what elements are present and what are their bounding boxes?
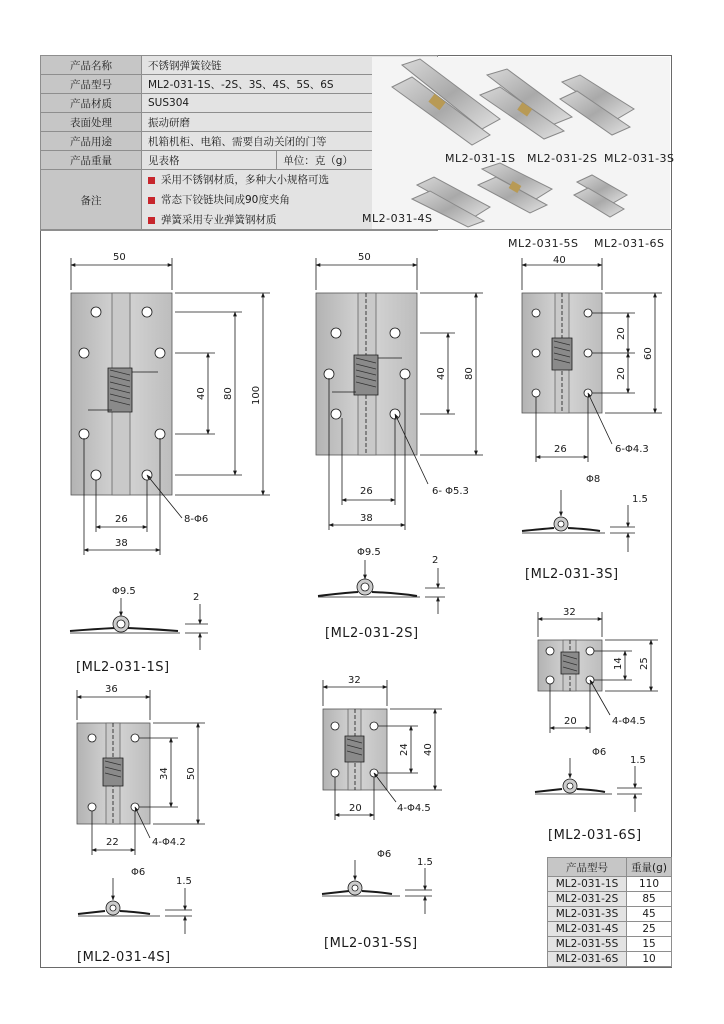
- dim-width: 40: [553, 255, 566, 266]
- spec-value: 不锈钢弹簧铰链: [142, 56, 438, 75]
- drawing-6s: [538, 612, 658, 733]
- side-view-1s: [70, 598, 208, 650]
- note-text: 采用不锈钢材质，多种大小规格可选: [161, 174, 329, 186]
- dim-holes: 6-Φ4.3: [615, 444, 649, 455]
- dim-h1: 24: [399, 743, 410, 756]
- weight-cell: 25: [627, 922, 672, 937]
- model-cell: ML2-031-3S: [548, 907, 627, 922]
- dim-h2: 40: [423, 743, 434, 756]
- dim-thick: 2: [432, 555, 439, 566]
- dim-holes: 4-Φ4.2: [152, 837, 186, 848]
- dim-h2: 25: [639, 657, 650, 670]
- side-view-4s: [78, 878, 192, 934]
- dim-thick: 1.5: [630, 755, 646, 766]
- dim-thick: 2: [193, 592, 200, 603]
- dim-width: 32: [563, 607, 576, 618]
- dim-h3: 100: [251, 385, 262, 405]
- dim-thick: 1.5: [632, 494, 648, 505]
- model-cell: ML2-031-6S: [548, 952, 627, 967]
- dim-b2: 38: [115, 538, 128, 549]
- weight-cell: 45: [627, 907, 672, 922]
- spec-key: 产品材质: [41, 94, 142, 113]
- table-row: [548, 877, 672, 892]
- dim-thick: 1.5: [176, 876, 192, 887]
- dim-holes: 4-Φ4.5: [397, 803, 431, 814]
- model-cell: ML2-031-4S: [548, 922, 627, 937]
- dim-h1: 40: [436, 367, 447, 380]
- weight-header-row: [548, 858, 672, 877]
- dim-h1: 34: [159, 767, 170, 780]
- photo-label: ML2-031-1S: [445, 152, 516, 165]
- spec-key: 产品用途: [41, 132, 142, 151]
- dim-h1: 40: [196, 387, 207, 400]
- drawing-1s: [71, 258, 270, 555]
- dim-dia: Φ6: [131, 867, 146, 878]
- dim-holes: 8-Φ6: [184, 514, 209, 525]
- dim-dia: Φ6: [592, 747, 607, 758]
- dim-dia: Φ9.5: [357, 547, 381, 558]
- dim-dia: Φ8: [586, 474, 601, 485]
- dim-h2: 80: [464, 367, 475, 380]
- spec-key: 产品名称: [41, 56, 142, 75]
- dim-width: 32: [348, 675, 361, 686]
- dim-h1: 14: [613, 657, 624, 670]
- dim-h2: 80: [223, 387, 234, 400]
- side-view-3s: [522, 490, 635, 552]
- weight-cell: 15: [627, 937, 672, 952]
- table-row: [548, 937, 672, 952]
- caption-5s: [ML2-031-5S]: [324, 936, 418, 951]
- table-row: [548, 892, 672, 907]
- dim-b1: 20: [564, 716, 577, 727]
- caption-6s: [ML2-031-6S]: [548, 828, 642, 843]
- model-cell: ML2-031-1S: [548, 877, 627, 892]
- spec-value: ML2-031-1S、-2S、3S、4S、5S、6S: [142, 75, 438, 94]
- dim-h2: 20: [616, 367, 627, 380]
- model-cell: ML2-031-2S: [548, 892, 627, 907]
- note-text: 弹簧采用专业弹簧钢材质: [161, 214, 277, 226]
- spec-key: 表面处理: [41, 113, 142, 132]
- spec-value: 见表格: [142, 151, 277, 170]
- weight-header-model: 产品型号: [548, 858, 627, 877]
- dim-holes: 4-Φ4.5: [612, 716, 646, 727]
- photo-label: ML2-031-6S: [594, 237, 665, 250]
- dim-h3: 60: [643, 347, 654, 360]
- photo-label: ML2-031-2S: [527, 152, 598, 165]
- dim-b2: 38: [360, 513, 373, 524]
- dim-h1: 20: [616, 327, 627, 340]
- spec-key: 产品重量: [41, 151, 142, 170]
- spec-value: 机箱机柜、电箱、需要自动关闭的门等: [142, 132, 438, 151]
- weight-cell: 110: [627, 877, 672, 892]
- model-cell: ML2-031-5S: [548, 937, 627, 952]
- spec-key: 产品型号: [41, 75, 142, 94]
- dim-width: 50: [358, 252, 371, 263]
- photo-label: ML2-031-4S: [362, 212, 433, 225]
- weight-unit: 单位：克（g）: [277, 151, 438, 170]
- drawing-3s: [522, 258, 662, 462]
- spec-value: 振动研磨: [142, 113, 438, 132]
- weight-cell: 85: [627, 892, 672, 907]
- dim-width: 50: [113, 252, 126, 263]
- note-text: 常态下铰链块间成90度夹角: [161, 194, 290, 206]
- dim-b1: 26: [360, 486, 373, 497]
- dim-b1: 26: [115, 514, 128, 525]
- spec-key: 备注: [41, 170, 142, 231]
- dim-holes: 6- Φ5.3: [432, 486, 469, 497]
- side-view-5s: [322, 860, 432, 914]
- side-view-6s: [535, 758, 642, 812]
- dim-b1: 22: [106, 837, 119, 848]
- photo-label: ML2-031-3S: [604, 152, 675, 165]
- side-view-2s: [318, 560, 445, 614]
- caption-4s: [ML2-031-4S]: [77, 950, 171, 965]
- dim-h2: 50: [186, 767, 197, 780]
- photo-label: ML2-031-5S: [508, 237, 579, 250]
- spec-value: SUS304: [142, 94, 438, 113]
- weight-table: [547, 857, 672, 967]
- weight-header-value: 重量(g): [627, 858, 672, 877]
- dim-dia: Φ9.5: [112, 586, 136, 597]
- dim-width: 36: [105, 684, 118, 695]
- caption-1s: [ML2-031-1S]: [76, 660, 170, 675]
- caption-3s: [ML2-031-3S]: [525, 567, 619, 582]
- dim-b1: 26: [554, 444, 567, 455]
- dim-dia: Φ6: [377, 849, 392, 860]
- dim-thick: 1.5: [417, 857, 433, 868]
- table-row: [548, 952, 672, 967]
- dim-b1: 20: [349, 803, 362, 814]
- weight-cell: 10: [627, 952, 672, 967]
- table-row: [548, 922, 672, 937]
- caption-2s: [ML2-031-2S]: [325, 626, 419, 641]
- table-row: [548, 907, 672, 922]
